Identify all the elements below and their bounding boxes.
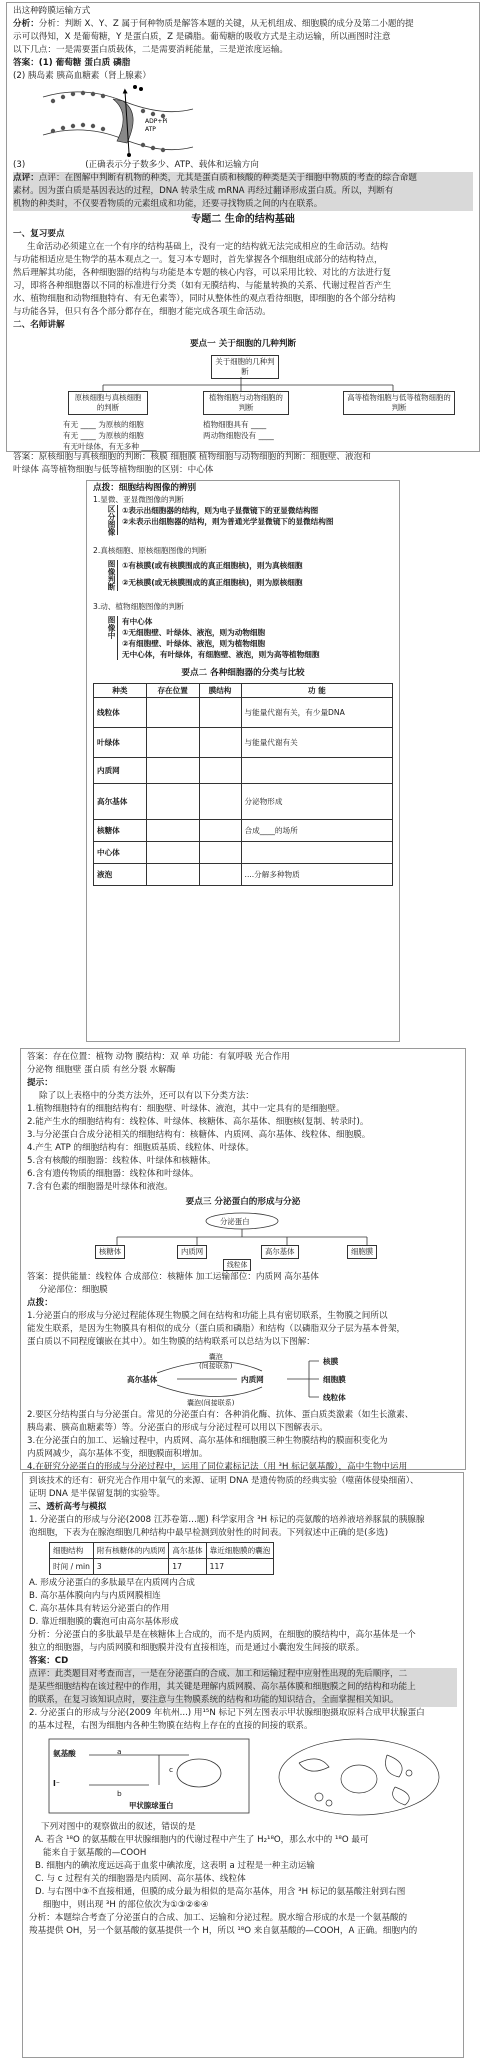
section-heading: 三、透析高考与模拟: [29, 1502, 107, 1512]
diagram-node: 细胞膜: [323, 1375, 346, 1384]
text-line: 到该技术的还有：研究光合作用中氧气的来源、证明 DNA 是遗传物质的经典实验（噬菌体侵染细菌）、: [29, 1476, 419, 1486]
option-c: C. 与 c 过程有关的细胞器是内质网、高尔基体、线粒体: [35, 1874, 246, 1884]
section-heading: 二、名师讲解: [13, 320, 65, 330]
list-item: 6.含有遗传物质的细胞器：线粒体和叶绿体。: [27, 1169, 199, 1179]
text-line: 2.要区分结构蛋白与分泌蛋白。常见的分泌蛋白有：各种消化酶、抗体、蛋白质类激素（如生长激素、: [27, 1410, 414, 1420]
text-line: 内质网减少，高尔基体不变，细胞膜面积增加。: [27, 1449, 208, 1459]
text-line: 水、植物细胞和动物细胞特有、有无色素等），同时从整体性的观点看待细胞，即细胞的各个部分结构: [13, 294, 396, 304]
diagram-middle: 植物细胞与动物细胞的判断: [203, 391, 289, 415]
list-item: 7.含有色素的细胞器是叶绿体和液泡。: [27, 1182, 173, 1192]
diagram-node: 细胞膜: [347, 1245, 377, 1259]
answer-line: 答案：存在位置：植物 动物 膜结构：双 单 功能：有氧呼吸 光合作用: [27, 1052, 290, 1062]
section-heading: 一、复习要点: [13, 229, 65, 239]
option-a: A. 若含 ¹⁸O 的氨基酸在甲状腺细胞内的代谢过程中产生了 H₂¹⁸O，那么水中的 ¹⁸O 最可: [35, 1835, 369, 1845]
answer-line: 分泌物 细胞壁 蛋白质 有丝分裂 水解酶: [27, 1065, 176, 1075]
option-d: D. 靠近细胞膜的囊泡可由高尔基体形成: [29, 1617, 179, 1627]
text-line: 生命活动必须建立在一个有序的结构基础上，没有一定的结构就无法完成相应的生命活动。结构: [27, 242, 388, 252]
list-item: 5.含有核酸的细胞器：线粒体、叶绿体和核糖体。: [27, 1156, 216, 1166]
table-row: 高尔基体 分泌物形成: [94, 783, 393, 819]
answer-line: 叶绿体 高等植物细胞与低等植物细胞的区别：中心体: [13, 465, 214, 475]
cell-judgement-diagram: [13, 355, 473, 451]
text-line: 与功能相适应是生物学的基本观点之一。复习本专题时，首先掌握各个细胞组成部分的结构特点，: [13, 255, 383, 265]
question-text: 1. 分泌蛋白的形成与分泌(2008 江苏卷第…题) 科学家用含 ³H 标记的亮氨酸的培养液培养豚鼠的胰腺腺: [29, 1515, 425, 1525]
answer-line: 答案：CD: [29, 1656, 69, 1666]
text-line: 1.分泌蛋白的形成与分泌过程能体现生物膜之间在结构和功能上具有密切联系，生物膜之间所以: [27, 1311, 388, 1321]
item-heading: 1.显微、亚显微图像的判断: [93, 495, 184, 504]
tip-label: 提示：: [27, 1078, 53, 1088]
table-row: 液泡 ....分解多种物质: [94, 863, 393, 885]
diagram-edge-label: 囊泡 (间接联系): [199, 1353, 233, 1370]
text-line: 证明 DNA 是半保留复制的实验等。: [29, 1489, 166, 1499]
item-block: 图像判断 ①有核膜(或有核膜围成的真正细胞核)，则为真核细胞 ②无核膜(或无核膜围成的真正细胞核)，则为原核细胞: [103, 560, 393, 590]
side-label: 图像中: [107, 615, 116, 639]
analysis-line: 分析：分泌蛋白的多肽最早是在核糖体上合成的，而不是内质网，在细胞的膜结构中，高尔基体是一个: [29, 1630, 416, 1640]
text-line: 蛋白质以不同程度镶嵌在其中）。如生物膜的结构联系可以总结为以下图解：: [27, 1337, 315, 1347]
item-heading: 3.动、植物细胞图像的判断: [93, 601, 184, 611]
text-line: 4.在研究分泌蛋白的形成与分泌过程中，运用了同位素标记法（用 ³H 标记氨基酸），高中生物中运用: [27, 1462, 408, 1472]
list-item: 3.与分泌蛋白合成分泌相关的细胞结构有：核糖体、内质网、高尔基体、线粒体、细胞膜。: [27, 1130, 371, 1140]
answer-line: 答案：提供能量：线粒体 合成部位：核糖体 加工运输部位：内质网 高尔基体: [27, 1272, 319, 1282]
diagram-node: 内质网: [177, 1245, 207, 1259]
key-point-title: 要点一 关于细胞的几种判断: [189, 339, 297, 349]
step-b-label: b: [117, 1789, 122, 1798]
table-row: 线粒体 与能量代谢有关，有少量DNA: [94, 697, 393, 727]
diagram-right: 高等植物细胞与低等植物细胞的判断: [343, 391, 455, 415]
text-line: 胰岛素、胰高血糖素等）等。分泌蛋白的形成与分泌过程可以用以下图解表示。: [27, 1423, 328, 1433]
answer-line: 答案：(1) 葡萄糖 蛋白质 磷脂: [13, 58, 131, 68]
option-c: C. 高尔基体具有转运分泌蛋白的作用: [29, 1604, 170, 1614]
analysis-line: 分析：本题综合考查了分泌蛋白的合成、加工、运输和分泌过程。脱水缩合形成的水是一个氨基酸的: [29, 1913, 408, 1923]
membrane-transport-figure: [13, 83, 473, 159]
tip-title: 点拨：细胞结构图像的辨别: [93, 483, 197, 493]
key-point-title: 要点二 各种细胞器的分类与比较: [181, 667, 305, 678]
question-text: 2. 分泌蛋白的形成与分泌(2009 年杭州...) 用¹⁵N 标记下列左图表示甲状腺细胞摄取原料合成甲状腺蛋白: [29, 1708, 425, 1718]
review-note: 点评：此类题目对考查而言，一是在分泌蛋白的合成、加工和运输过程中应射性出现的先后顺序，二 是某些细胞结构在该过程中的作用，其关键是理解内质网膜、高尔基体膜和细胞膜之间的结构和功能上 的联系，在复习该知识点时，要注意与生物膜系统的结构和功能的知识结合，全面掌握相关知识。: [29, 1668, 457, 1707]
side-label: 图像判断: [107, 560, 116, 591]
key-point-title: 要点三 分泌蛋白的形成与分泌: [185, 1197, 301, 1207]
side-label: 区分图像: [107, 505, 116, 536]
text-line: 3.在分泌蛋白的加工、运输过程中，内质网、高尔基体和细胞膜三种生物膜结构的膜面积变化为: [27, 1436, 388, 1446]
text-line: 除了以上表格中的分类方法外，还可以有以下分类方法：: [39, 1091, 254, 1101]
list-item: 1.植物细胞特有的细胞结构有：细胞壁、叶绿体、液泡，其中一定具有的是细胞壁。: [27, 1104, 345, 1114]
table-row: 叶绿体 与能量代谢有关: [94, 727, 393, 757]
answer-line: 分泌部位：细胞膜: [39, 1285, 108, 1295]
diagram-root: 分泌蛋白: [220, 1217, 250, 1226]
option-b: B. 高尔基体膜向内与内质网膜相连: [29, 1591, 161, 1601]
diagram-note: 植物细胞具有 ____ 两动物细胞没有 ____: [203, 420, 274, 440]
thyroid-figure: [29, 1733, 457, 1821]
item-block: 图像中 有中心体 ①无细胞壁、叶绿体、液泡，则为动物细胞 ②有细胞壁、叶绿体、液泡，则为植物细胞 无中心体，有叶绿体，有细胞壁、液泡，则为高等植物细胞: [103, 616, 393, 660]
option-d: D. 与右图中③不直接相通，但膜的成分最为相似的是高尔基体，用含 ³H 标记的氨基酸注射到右图: [35, 1887, 406, 1897]
table-header-row: 细胞结构 附有核糖体的内质网 高尔基体 靠近细胞膜的囊泡: [50, 1543, 274, 1559]
organelle-table: [93, 683, 393, 886]
page-3: [20, 1048, 466, 1470]
text-line: 以下几点：一是需要蛋白质载体，二是需要消耗能量，三是逆浓度运输。: [13, 45, 289, 55]
diagram-note: 有无 ____ 为原核的细胞 有无 ____ 为原核的细胞 有无叶绿体，有无多种 ____: [63, 420, 157, 451]
diagram-root: 关于细胞的几种判断: [211, 355, 279, 379]
diagram-edge-label: 囊泡(间接联系): [187, 1399, 235, 1407]
diagram-node: 内质网: [241, 1375, 264, 1384]
tip-label: 点拨：: [27, 1298, 53, 1308]
step-c-label: c: [169, 1765, 174, 1774]
list-item: 2.能产生水的细胞结构有：线粒体、叶绿体、核糖体、高尔基体、细胞核(复制、转录时)。: [27, 1117, 369, 1127]
page-4: [22, 1472, 464, 2058]
amino-acid-label: 氨基酸: [53, 1749, 76, 1758]
text-line: 习，即将各种细胞器以不同的标准进行分类（如有无膜结构、与能量转换的关系、代谢过程首否产生: [13, 281, 392, 291]
diagram-node: 高尔基体: [261, 1245, 299, 1259]
review-note: 点评：点评：在图解中判断有机物的种类，尤其是蛋白质和核酸的种类是关于细胞中物质的考查的综合命题 素材。因为蛋白质是基因表达的过程，DNA 转录生成 mRNA 再经过翻译形成蛋白质。所以，判断有 机物的种类时，不仅要看物质的元素组成和功能，还要寻找物质之间的内在联系。: [13, 172, 473, 211]
thyroid-diagram: [29, 1733, 459, 1821]
option-d-cont: 细胞中，则出现 ³H 的部位依次为①③②⑥④: [43, 1900, 209, 1910]
item-heading: 2.真核细胞、原核细胞图像的判断: [93, 546, 207, 556]
step-a-label: a: [117, 1747, 122, 1756]
thyroglobulin-label: 甲状腺球蛋白: [129, 1801, 174, 1810]
option-b: B. 细胞内的碘浓度远远高于血浆中碘浓度，这表明 a 过程是一种主动运输: [35, 1861, 315, 1871]
question-text: 下列对图中的观察做出的叙述，错误的是: [41, 1822, 196, 1832]
text-line: 与功能各异，但只有各个部分都存在，细胞才能完成各项生命活动。: [13, 307, 271, 317]
text-line: 然后理解其功能，各种细胞器的结构与功能是本专题的核心内容，可以采用比较、对比的方法进行复: [13, 268, 392, 278]
option-a: A. 形成分泌蛋白的多肽最早在内质网内合成: [29, 1578, 195, 1588]
table-row: 时间 / min 3 17 117: [50, 1559, 274, 1575]
table-row: 内质网: [94, 757, 393, 783]
table-header-row: 种类 存在位置 膜结构 功 能: [94, 683, 393, 697]
analysis-line: 羧基提供 OH，另一个氨基酸的氨基提供一个 H，所以 ¹⁸O 来自氨基酸的—COOH，A 正确。细胞内的: [29, 1926, 418, 1936]
text-line: 示可以得知，X 是葡萄糖，Y 是蛋白质，Z 是磷脂。葡萄糖的吸收方式是主动运输，所以画图时注意: [13, 32, 391, 42]
iodide-label: I⁻: [53, 1779, 60, 1788]
question-text: 的基本过程，右图为细胞内各种生物膜在结构上存在的直接的间接的联系。: [29, 1721, 313, 1731]
diagram-node: 核膜: [323, 1357, 339, 1366]
text-line: 能发生联系，是因为生物膜具有相似的成分（蛋白质和磷脂）和结构（以磷脂双分子层为基本骨架，: [27, 1324, 406, 1334]
text-line: 出这种跨膜运输方式: [13, 6, 91, 16]
question-text: 泡细胞，下表为在腺泡细胞几种结构中最早检测到放射性的时间表。下列叙述中正确的是(多选): [29, 1528, 389, 1538]
page-2: [86, 480, 400, 1042]
answer-line: (2) 胰岛素 胰高血糖素（肾上腺素）: [13, 71, 151, 81]
text-line: 分析：分析：判断 X、Y、Z 属于何种物质是解答本题的关键，从无机组成、细胞膜的成分及第二小题的提: [13, 19, 414, 29]
table-row: 中心体: [94, 841, 393, 863]
analysis-line: 独立的细胞器，与内质网膜和细胞膜并没有直接相连，而是通过小囊泡发生间接的联系。: [29, 1643, 365, 1653]
diagram-node: 高尔基体: [127, 1375, 158, 1384]
list-item: 4.产生 ATP 的细胞结构有：细胞质基质、线粒体、叶绿体。: [27, 1143, 254, 1153]
diagram-node: 核糖体: [95, 1245, 125, 1259]
topic-title: 专题二 生命的结构基础: [191, 214, 295, 225]
timing-table: [49, 1542, 274, 1575]
option-a-cont: 能来自于氨基酸的—COOH: [43, 1848, 147, 1858]
page-1: [6, 2, 480, 475]
diagram-node: 线粒体: [323, 1393, 346, 1402]
diagram-node: 线粒体: [223, 1259, 251, 1271]
membrane-diagram: [13, 83, 213, 159]
answer-line: 答案：原核细胞与真核细胞的判断：核膜 细胞膜 植物细胞与动物细胞的判断：细胞壁、液泡和: [13, 452, 371, 462]
table-row: 核糖体 合成____的场所: [94, 819, 393, 841]
secretion-diagram: [27, 1211, 459, 1271]
item-block: 区分图像 ①表示出细胞器的结构，则为电子显微镜下的亚显微结构图 ②未表示出细胞器的结构，则为普通光学显微镜下的显微结构图: [103, 505, 393, 535]
adp-label: ADP+Pi: [145, 118, 168, 125]
atp-label: ATP: [145, 126, 156, 133]
answer-line: (3) (正确表示分子数多少、ATP、载体和运输方向: [13, 160, 259, 170]
diagram-left: 原核细胞与真核细胞的判断: [68, 391, 148, 415]
membrane-link-diagram: [27, 1349, 459, 1409]
